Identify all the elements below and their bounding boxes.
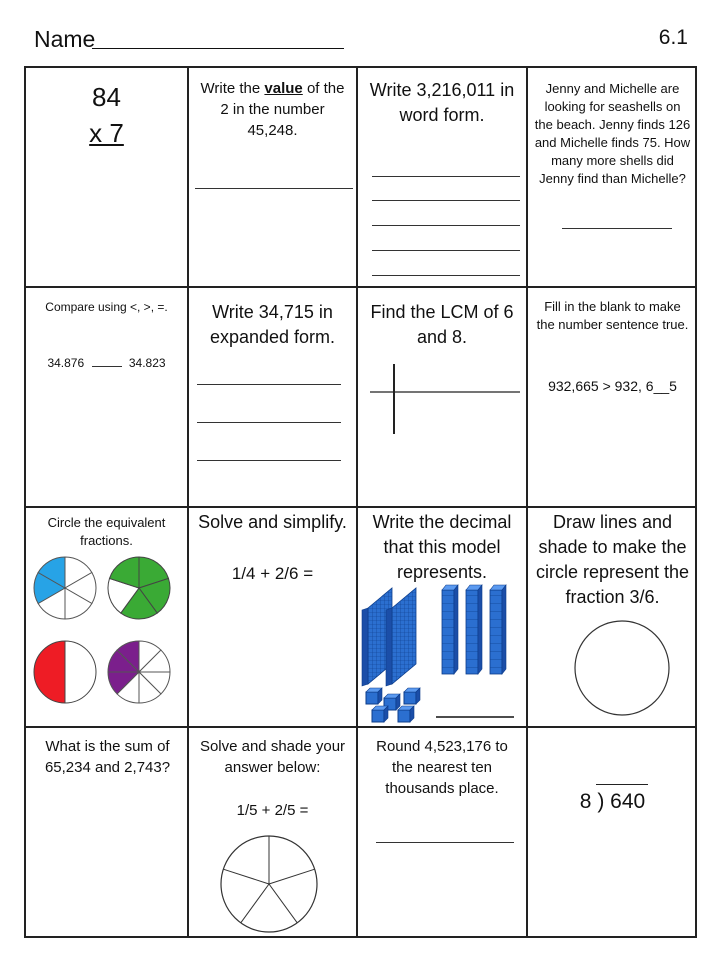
lcm-prompt: Find the LCM of 6 and 8. [370,302,514,347]
answer-line[interactable] [372,225,520,226]
problem-place-value [189,68,356,286]
fraction-circle-sixths [34,557,96,619]
shade-fraction-prompt: Solve and shade your answer below: [199,738,346,776]
decimal-model-prompt: Write the decimal that this model represents. [372,512,512,582]
problem-word-form [358,68,526,286]
problem-lcm [358,288,526,506]
problem-draw-fraction [528,508,697,726]
compare-blank[interactable] [92,366,122,367]
unit-cube [372,706,388,722]
problem-shade-fraction [189,728,356,938]
word-problem-prompt: Jenny and Michelle are looking for seashells on the beach. Jenny finds 126 and Michelle finds 75. How many more shells did Jenny find than Michelle? [534,81,691,186]
problem-expanded-form [189,288,356,506]
problem-word-problem [528,68,697,286]
answer-line[interactable] [372,176,520,177]
place-value-prompt [195,78,350,141]
answer-line[interactable] [372,200,520,201]
answer-line[interactable] [376,842,514,843]
fraction-circle-halves [34,641,96,703]
fraction-circle-fifths [108,557,170,619]
compare-prompt: Compare using <, >, =. [45,300,168,314]
equivalent-fractions-prompt: Circle the equivalent fractions. [47,515,166,548]
multiplier: x 7 [89,118,124,148]
compare-left: 34.876 [47,356,85,370]
problem-solve-simplify [189,508,356,726]
answer-line[interactable] [197,384,341,385]
fifths-circle[interactable] [219,834,319,934]
rounding-prompt: Round 4,523,176 to the nearest ten thousands place. [376,738,508,797]
ten-rod [466,585,482,674]
answer-line[interactable] [372,275,520,276]
name-input-line[interactable] [92,48,344,49]
header [34,26,694,56]
problem-equivalent-fractions [26,508,187,726]
fraction-expression: 1/4 + 2/6 = [231,564,314,583]
dividend: 640 [610,790,646,813]
worksheet-grid [24,66,697,938]
blank-circle[interactable] [572,618,672,718]
problem-fill-blank [528,288,697,506]
answer-line[interactable] [562,228,672,229]
problem-division [528,728,697,938]
problem-sum [26,728,187,938]
solve-simplify-prompt: Solve and simplify. [198,512,347,532]
sheet-number: 6.1 [658,26,688,49]
answer-line[interactable] [197,460,341,461]
unit-cube [366,688,382,704]
fraction-circles [26,552,187,722]
ten-rod [490,585,506,674]
compare-expression [26,356,187,370]
compare-right: 34.823 [128,356,166,370]
problem-decimal-model [358,508,526,726]
fraction-circle-eighths [108,641,170,703]
fill-blank-expression[interactable]: 932,665 > 932, 6__5 [548,378,677,394]
fill-blank-prompt: Fill in the blank to make the number sentence true. [536,299,689,332]
base-ten-blocks-icon [360,580,526,726]
problem-multiplication [26,68,187,286]
division-bar [596,784,648,785]
ten-rod [442,585,458,674]
t-chart-icon [370,364,522,436]
division-expression: 8 ) 640 [579,790,646,813]
prompt-part: of the 2 in the number 45,248. [220,80,345,139]
expanded-form-prompt: Write 34,715 in expanded form. [209,302,336,347]
unit-cube [404,688,420,704]
prompt-emphasis: value [264,80,303,97]
sum-prompt: What is the sum of 65,234 and 2,743? [44,738,171,776]
multiplicand: 84 [92,82,121,112]
word-form-prompt: Write 3,216,011 in word form. [369,80,515,125]
answer-line[interactable] [197,422,341,423]
answer-line[interactable] [195,188,353,189]
problem-compare [26,288,187,506]
draw-fraction-prompt: Draw lines and shade to make the circle represent the fraction 3/6. [535,512,690,607]
unit-cube [398,706,414,722]
problem-rounding [358,728,526,938]
divisor: 8 [579,790,592,813]
name-label: Name [34,26,96,52]
fraction-expression: 1/5 + 2/5 = [236,802,309,819]
prompt-part: Write the [200,80,265,97]
answer-line[interactable] [372,250,520,251]
